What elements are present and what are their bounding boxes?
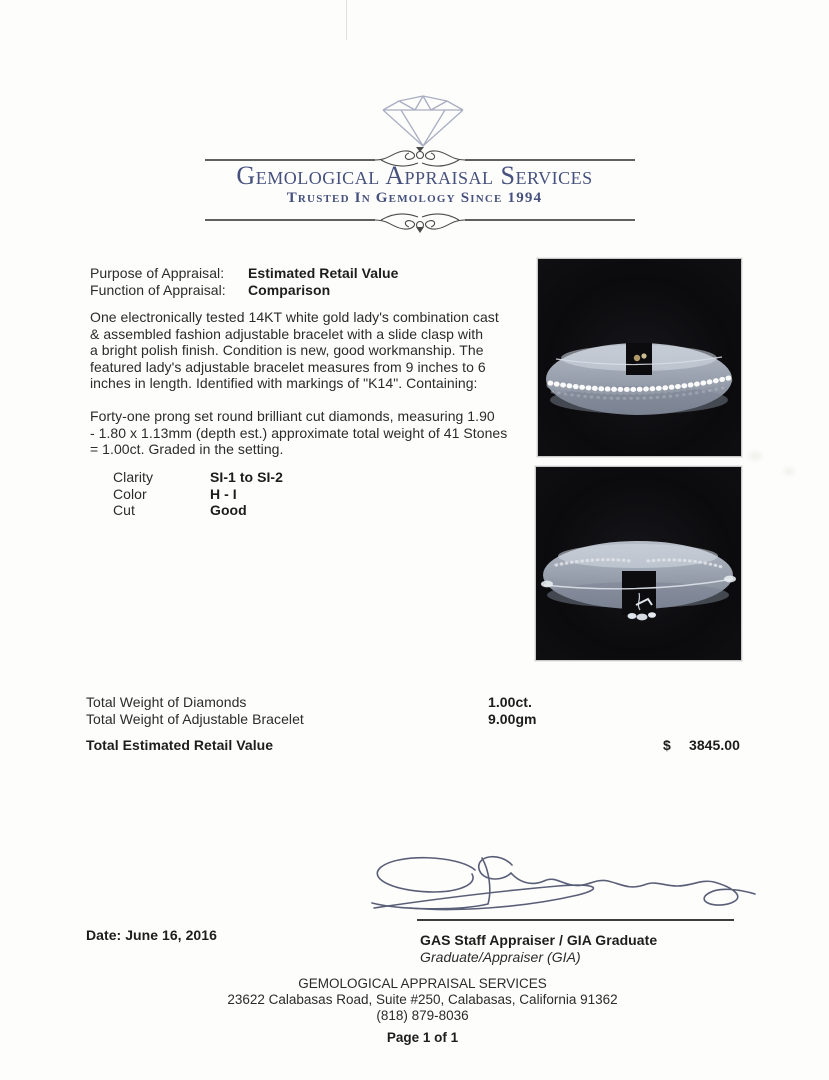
signer-subtitle: Graduate/Appraiser (GIA): [420, 949, 581, 965]
grading-value: H - I: [210, 485, 237, 502]
bracelet-photo-back: [535, 466, 742, 661]
grading-table: [113, 469, 283, 519]
bracelet-photo-front: [537, 258, 742, 457]
footer-phone: (818) 879-8036: [376, 1008, 469, 1023]
diamonds-line: = 1.00ct. Graded in the setting.: [90, 441, 284, 457]
grading-label: Color: [113, 485, 147, 502]
total-label: Total Weight of Adjustable Bracelet: [86, 710, 304, 727]
grand-total-label: Total Estimated Retail Value: [86, 737, 274, 753]
appraisal-date: Date: June 16, 2016: [86, 927, 217, 943]
diamonds-line: - 1.80 x 1.13mm (depth est.) approximate total weight of 41 Stones: [90, 424, 508, 441]
description-line: a bright polish finish. Condition is new, good workmanship. The: [90, 342, 484, 358]
description-line: inches in length. Identified with markings of "K14". Containing:: [90, 375, 478, 391]
grading-value: SI-1 to SI-2: [210, 469, 283, 485]
footer-company: GEMOLOGICAL APPRAISAL SERVICES: [298, 976, 547, 991]
description-line: One electronically tested 14KT white gold lady's combination cast: [90, 309, 499, 325]
appraisal-meta: [90, 265, 399, 298]
total-value: 9.00gm: [488, 710, 537, 727]
purpose-value: Estimated Retail Value: [248, 265, 399, 281]
scan-crease: [346, 0, 347, 40]
company-tagline: Trusted In Gemology Since 1994: [286, 190, 543, 206]
totals-section: [86, 694, 646, 727]
footer-address: 23622 Calabasas Road, Suite #250, Calabasas, California 91362: [227, 992, 618, 1007]
diamonds-description: [90, 408, 507, 458]
footer-page-info: Page 1 of 1: [386, 1030, 459, 1045]
company-title: Gemological Appraisal Services: [236, 161, 593, 190]
function-value: Comparison: [248, 281, 331, 298]
item-description: [90, 309, 499, 392]
grand-total-value: 3845.00: [689, 737, 740, 753]
description-line: & assembled fashion adjustable bracelet with a slide clasp with: [90, 325, 484, 342]
appraiser-signature: [362, 848, 772, 926]
signature-line: [417, 919, 734, 921]
function-label: Function of Appraisal:: [90, 281, 226, 298]
diamond-logo-icon: [381, 93, 465, 149]
signer-title: GAS Staff Appraiser / GIA Graduate: [420, 932, 658, 948]
grading-value: Good: [210, 502, 247, 518]
scan-smudge: [784, 468, 794, 475]
purpose-label: Purpose of Appraisal:: [90, 265, 225, 281]
total-row: [86, 711, 646, 728]
grand-total-currency: $: [663, 737, 671, 753]
description-line: featured lady's adjustable bracelet measures from 9 inches to 6: [90, 358, 486, 375]
grading-label: Cut: [113, 502, 135, 518]
total-label: Total Weight of Diamonds: [86, 694, 247, 710]
scan-smudge: [748, 452, 762, 460]
total-value: 1.00ct.: [488, 694, 532, 710]
grading-label: Clarity: [113, 469, 154, 485]
total-row: [86, 694, 646, 711]
diamonds-line: Forty-one prong set round brilliant cut diamonds, measuring 1.90: [90, 408, 495, 424]
flourish-divider-bottom: [205, 208, 635, 234]
